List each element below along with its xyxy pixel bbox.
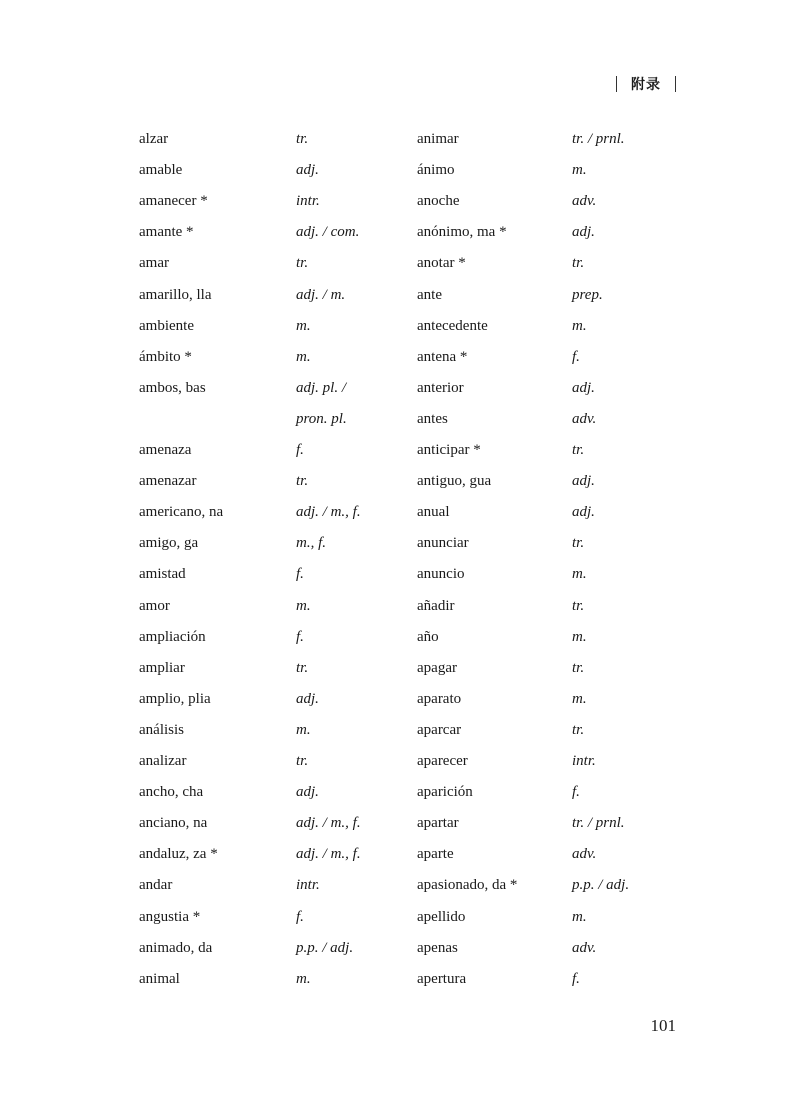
vocabulary-row <box>0 186 800 217</box>
part-of-speech-left: f. <box>296 442 304 458</box>
part-of-speech-right: tr. <box>572 442 585 458</box>
part-of-speech-right: adv. <box>572 410 597 427</box>
part-of-speech-left: intr. <box>296 877 320 894</box>
vocabulary-row <box>0 870 800 901</box>
headword-right: aparcar <box>417 721 462 738</box>
headword-left: animal <box>139 970 180 987</box>
part-of-speech-left: m. <box>296 597 311 614</box>
headword-right: ante <box>417 286 442 303</box>
vocabulary-row <box>0 311 800 342</box>
part-of-speech-right: intr. <box>572 753 596 769</box>
headword-left: amable <box>139 162 183 179</box>
header-left-rule <box>616 76 617 92</box>
headword-right: anotar * <box>417 255 466 272</box>
part-of-speech-right: tr. <box>572 721 585 738</box>
vocabulary-row <box>0 591 800 622</box>
part-of-speech-right: prep. <box>572 286 603 303</box>
headword-left: americano, na <box>139 504 224 521</box>
headword-right: animar <box>417 131 459 147</box>
headword-left: amenaza <box>139 442 192 458</box>
part-of-speech-right: adj. <box>572 379 595 396</box>
part-of-speech-left: adj. / m. <box>296 286 346 303</box>
part-of-speech-left: adj. / m., f. <box>296 815 361 832</box>
part-of-speech-right: f. <box>572 784 580 801</box>
part-of-speech-left: tr. <box>296 753 309 769</box>
part-of-speech-left: adj. / com. <box>296 224 360 241</box>
vocabulary-row <box>0 559 800 590</box>
part-of-speech-left: pron. pl. <box>296 410 347 427</box>
part-of-speech-right: f. <box>572 970 580 987</box>
vocabulary-row <box>0 373 800 404</box>
headword-right: apartar <box>417 815 459 832</box>
part-of-speech-right: m. <box>572 628 587 645</box>
vocabulary-row <box>0 124 800 155</box>
headword-right: apenas <box>417 939 458 956</box>
part-of-speech-right: adv. <box>572 939 597 956</box>
vocabulary-row <box>0 435 800 466</box>
part-of-speech-left: p.p. / adj. <box>296 939 354 956</box>
headword-left: alzar <box>139 131 169 147</box>
part-of-speech-right: tr. / prnl. <box>572 131 625 147</box>
headword-right: anterior <box>417 379 464 396</box>
part-of-speech-right: m. <box>572 317 587 334</box>
vocabulary-row <box>0 684 800 715</box>
part-of-speech-left: adj. <box>296 162 319 179</box>
vocabulary-row <box>0 902 800 933</box>
vocabulary-row <box>0 839 800 870</box>
vocabulary-row <box>0 653 800 684</box>
part-of-speech-left: tr. <box>296 131 309 147</box>
headword-left: amante * <box>139 224 194 241</box>
vocabulary-row <box>0 808 800 839</box>
part-of-speech-left: tr. <box>296 255 309 272</box>
headword-right: anuncio <box>417 566 465 583</box>
headword-left: amistad <box>139 566 186 583</box>
headword-right: aparecer <box>417 753 468 769</box>
vocabulary-row <box>0 217 800 248</box>
headword-left: ampliar <box>139 659 185 676</box>
page-number: 101 <box>650 1016 676 1035</box>
part-of-speech-left: tr. <box>296 659 309 676</box>
vocabulary-row <box>0 746 800 777</box>
part-of-speech-left: f. <box>296 566 304 583</box>
part-of-speech-right: tr. <box>572 255 585 272</box>
headword-left: ampliación <box>139 628 206 645</box>
headword-right: anunciar <box>417 535 469 552</box>
headword-right: aparato <box>417 690 462 707</box>
headword-right: anual <box>417 504 450 521</box>
part-of-speech-left: adj. / m., f. <box>296 846 361 863</box>
vocabulary-row <box>0 528 800 559</box>
header-right-rule <box>675 76 676 92</box>
part-of-speech-left: m. <box>296 721 311 738</box>
headword-left: animado, da <box>139 939 213 956</box>
part-of-speech-right: f. <box>572 348 580 365</box>
vocabulary-row <box>0 248 800 279</box>
headword-right: aparte <box>417 846 454 863</box>
headword-left: andaluz, za * <box>139 846 218 863</box>
vocabulary-row <box>0 466 800 497</box>
headword-right: año <box>417 628 439 645</box>
part-of-speech-left: adj. <box>296 784 319 801</box>
part-of-speech-right: adv. <box>572 193 597 210</box>
part-of-speech-left: tr. <box>296 473 309 490</box>
part-of-speech-right: m. <box>572 566 587 583</box>
part-of-speech-left: adj. pl. / <box>296 379 347 396</box>
part-of-speech-right: tr. / prnl. <box>572 815 625 832</box>
headword-left: ancho, cha <box>139 784 204 801</box>
headword-right: anoche <box>417 193 460 210</box>
part-of-speech-left: m. <box>296 317 311 334</box>
part-of-speech-left: m. <box>296 348 311 365</box>
headword-right: apasionado, da * <box>417 877 518 894</box>
headword-right: anticipar * <box>417 442 481 458</box>
vocabulary-row <box>0 622 800 653</box>
headword-right: antiguo, gua <box>417 473 492 490</box>
part-of-speech-right: tr. <box>572 597 585 614</box>
headword-left: andar <box>139 877 173 894</box>
headword-left: análisis <box>139 721 184 738</box>
part-of-speech-right: adj. <box>572 504 595 521</box>
part-of-speech-right: m. <box>572 162 587 179</box>
part-of-speech-right: adj. <box>572 224 595 241</box>
headword-left: amenazar <box>139 473 197 490</box>
headword-left: analizar <box>139 753 187 769</box>
headword-right: apellido <box>417 908 466 925</box>
part-of-speech-right: tr. <box>572 535 585 552</box>
headword-left: amanecer * <box>139 193 208 210</box>
headword-right: anónimo, ma * <box>417 224 507 241</box>
vocabulary-row <box>0 497 800 528</box>
vocabulary-row <box>0 715 800 746</box>
headword-right: apertura <box>417 970 467 987</box>
headword-left: anciano, na <box>139 815 208 832</box>
part-of-speech-right: adv. <box>572 846 597 863</box>
headword-left: ambiente <box>139 317 194 334</box>
headword-right: apagar <box>417 659 457 676</box>
headword-right: aparición <box>417 784 473 801</box>
headword-right: ánimo <box>417 162 455 179</box>
part-of-speech-left: adj. <box>296 690 319 707</box>
headword-left: amor <box>139 597 170 614</box>
part-of-speech-left: f. <box>296 908 304 925</box>
part-of-speech-left: m. <box>296 970 311 987</box>
vocabulary-row <box>0 155 800 186</box>
headword-left: amar <box>139 255 169 272</box>
header-title: 附录 <box>631 77 661 93</box>
part-of-speech-left: adj. / m., f. <box>296 504 361 521</box>
headword-right: antecedente <box>417 317 488 334</box>
part-of-speech-right: m. <box>572 908 587 925</box>
headword-left: angustia * <box>139 908 201 925</box>
vocabulary-row <box>0 404 800 435</box>
running-header <box>616 74 676 94</box>
vocabulary-row <box>0 933 800 964</box>
vocabulary-row <box>0 964 800 995</box>
headword-left: amarillo, lla <box>139 286 212 303</box>
headword-left: ámbito * <box>139 348 192 365</box>
part-of-speech-left: f. <box>296 628 304 645</box>
headword-right: antena * <box>417 348 468 365</box>
part-of-speech-right: m. <box>572 690 587 707</box>
headword-left: ambos, bas <box>139 379 206 396</box>
vocabulary-row <box>0 777 800 808</box>
part-of-speech-right: p.p. / adj. <box>572 877 630 894</box>
headword-right: añadir <box>417 597 455 614</box>
headword-left: amplio, plia <box>139 690 211 707</box>
part-of-speech-left: m., f. <box>296 535 326 552</box>
part-of-speech-right: adj. <box>572 473 595 490</box>
part-of-speech-right: tr. <box>572 659 585 676</box>
part-of-speech-left: intr. <box>296 193 320 210</box>
headword-left: amigo, ga <box>139 535 199 552</box>
vocabulary-row <box>0 280 800 311</box>
headword-right: antes <box>417 410 448 427</box>
vocabulary-row <box>0 342 800 373</box>
